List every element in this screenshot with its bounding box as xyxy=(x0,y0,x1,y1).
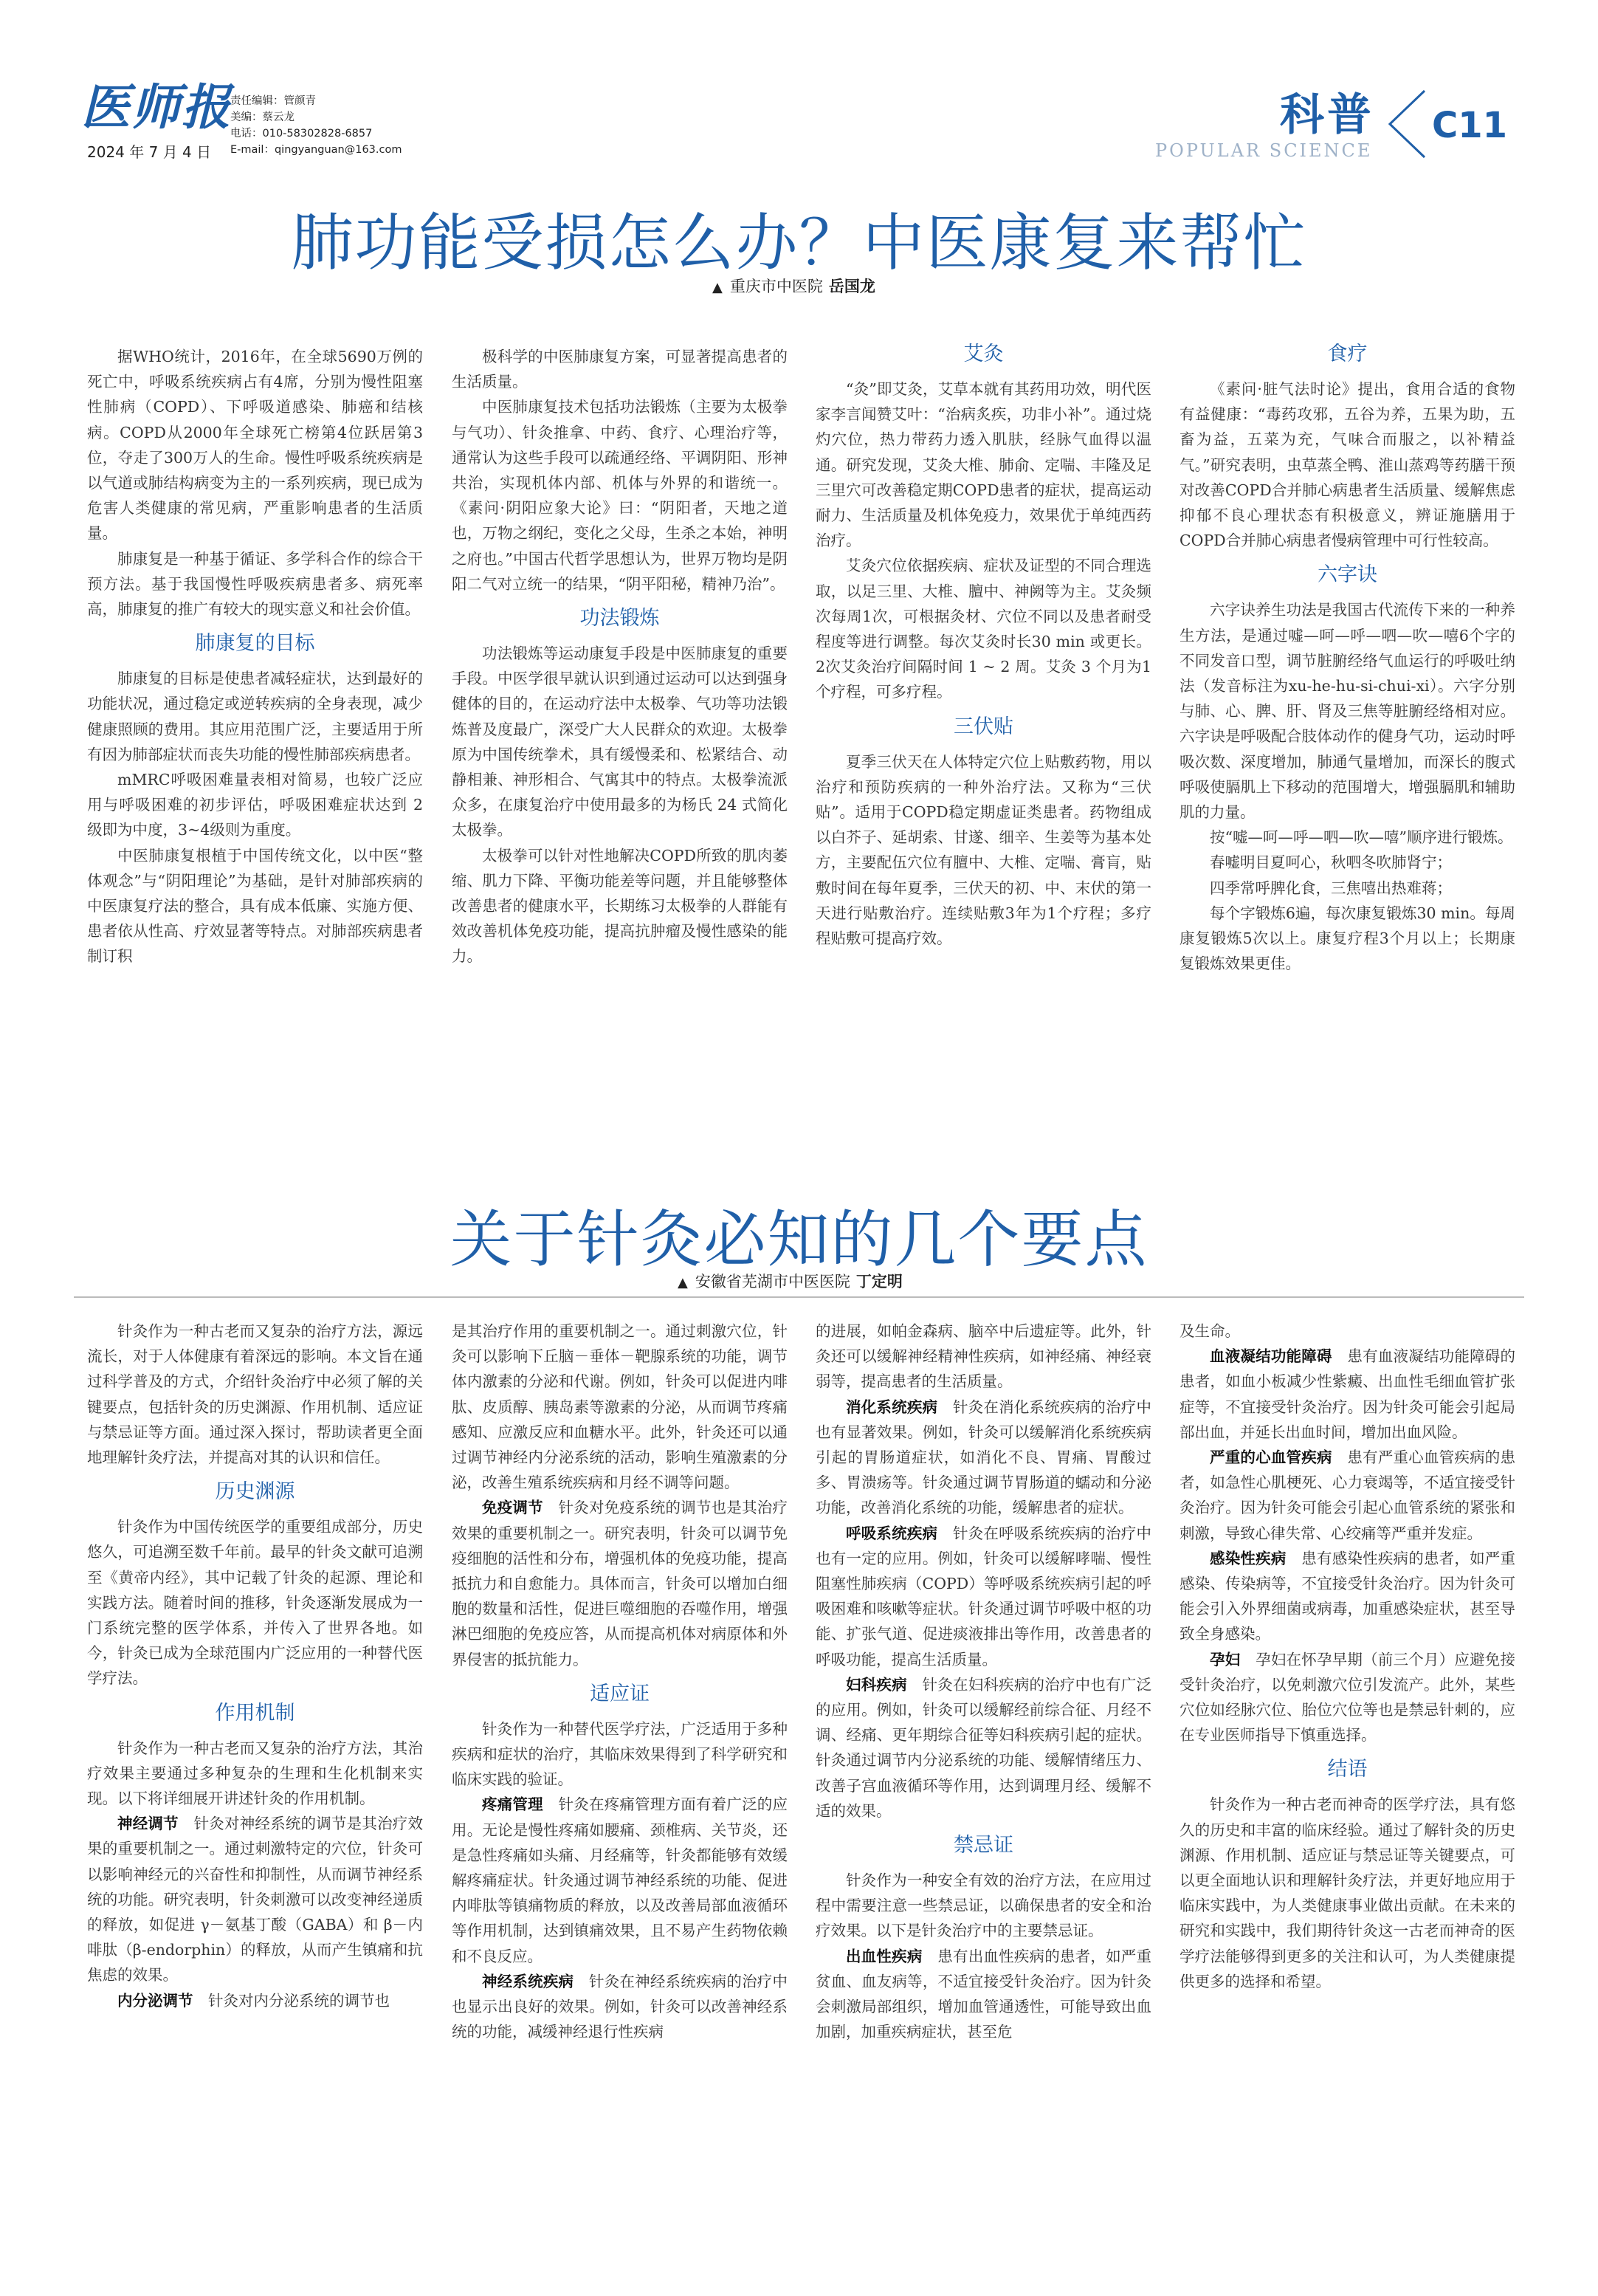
paragraph-text: 患有出血性疾病的患者，如严重贫血、血友病等，不适宜接受针灸治疗。因为针灸会刺激局部组织，增加血管通透性，可能导致出血加剧，加重疾病症状，甚至危 xyxy=(816,1947,1151,2041)
paragraph xyxy=(452,1495,788,1671)
paragraph: “灸”即艾灸，艾草本就有其药用功效，明代医家李言闻赞艾叶：“治病炙疾，功非小补”。通过烧灼穴位，热力带药力透入肌肤，经脉气血得以温通。研究发现，艾灸大椎、肺俞、定喘、丰隆及足三里穴可改善稳定期COPD患者的症状，提高运动耐力、生活质量及机体免疫力，效果优于单纯西药治疗。 xyxy=(816,380,1151,550)
credit-designer: 美编：蔡云龙 xyxy=(230,111,295,123)
paragraph: 针灸作为一种安全有效的治疗方法，在应用过程中需要注意一些禁忌证，以确保患者的安全和治疗效果。以下是针灸治疗中的主要禁忌证。 xyxy=(816,1871,1151,1940)
paragraph: 的进展，如帕金森病、脑卒中后遗症等。此外，针灸还可以缓解神经精神性疾病，如神经痛、神经衰弱等，提高患者的生活质量。 xyxy=(816,1322,1151,1391)
subheading: 功法锻炼 xyxy=(579,607,660,630)
subheading: 三伏贴 xyxy=(954,715,1013,738)
credit-email: E-mail：qingyanguan@163.com xyxy=(230,144,402,156)
paragraph: 针灸作为一种古老而神奇的医学疗法，具有悠久的历史和丰富的临床经验。通过了解针灸的历史渊源、作用机制、适应证与禁忌证等关键要点，可以更全面地认识和理解针灸疗法，并更好地应用于临床实践中，为人类健康事业做出贡献。在未来的研究和实践中，我们期待针灸这一古老而神奇的医学疗法能够得到更多的关注和认可，为人类健康提供更多的选择和希望。 xyxy=(1179,1795,1515,1990)
keyword: 孕妇 xyxy=(1210,1650,1241,1668)
paragraph: 四季常呼脾化食，三焦嘻出热难蒋； xyxy=(1210,879,1452,897)
article2-byline-author: 丁定明 xyxy=(855,1273,903,1290)
article2-byline xyxy=(678,1270,903,1292)
credit-phone: 电话：010-58302828-6857 xyxy=(230,128,373,140)
paragraph-text: 患有感染性疾病的患者，如严重感染、传染病等，不宜接受针灸治疗。因为针灸可能会引入外界细菌或病毒，加重感染症状，甚至导致全身感染。 xyxy=(1179,1549,1515,1643)
paragraph-text: 患有血液凝结功能障碍的患者，如血小板减少性紫癜、出血性毛细血管扩张症等，不宜接受针灸治疗。因为针灸可能会引起局部出血，并延长出血时间，增加出血风险。 xyxy=(1179,1347,1515,1441)
paragraph: 极科学的中医肺康复方案，可显著提高患者的生活质量。 xyxy=(452,348,788,391)
keyword: 感染性疾病 xyxy=(1210,1549,1287,1567)
article1-column-1 xyxy=(87,344,423,1230)
issue-date: 2024 年 7 月 4 日 xyxy=(87,143,212,161)
paragraph: 功法锻炼等运动康复手段是中医肺康复的重要手段。中医学很早就认识到通过运动可以达到强身健体的目的，在运动疗法中太极拳、气功等功法锻炼普及度最广，深受广大人民群众的欢迎。太极拳原为中国传统拳术，具有缓慢柔和、松紧结合、动静相兼、神形相合、气寓其中的特点。太极拳流派众多，在康复治疗中使用最多的为杨氏 24 式简化太极拳。 xyxy=(452,645,788,839)
article1-byline-org: 重庆市中医院 xyxy=(729,278,823,295)
triangle-icon: ▲ xyxy=(712,280,723,295)
article2-byline-org: 安徽省芜湖市中医医院 xyxy=(695,1273,850,1290)
paragraph-text: 针灸对内分泌系统的调节也 xyxy=(208,1991,390,2010)
newspaper-logo: 医师报 xyxy=(81,79,232,136)
paragraph: 按“嘘—呵—呼—呬—吹—嘻”顺序进行锻炼。 xyxy=(1210,828,1513,847)
paragraph xyxy=(87,1811,423,1987)
article2-column-4 xyxy=(1179,1319,1515,2278)
paragraph: 肺康复是一种基于循证、多学科合作的综合干预方法。基于我国慢性呼吸疾病患者多、病死率高，肺康复的推广有较大的现实意义和社会价值。 xyxy=(87,549,423,619)
keyword: 神经系统疾病 xyxy=(482,1972,574,1990)
paragraph: 针灸作为中国传统医学的重要组成部分，历史悠久，可追溯至数千年前。最早的针灸文献可追溯至《黄帝内经》，其中记载了针灸的起源、理论和实践方法。随着时间的推移，针灸逐渐发展成为一门系统完整的医学体系，并传入了世界各地。如今，针灸已成为全球范围内广泛应用的一种替代医学疗法。 xyxy=(87,1518,423,1688)
keyword: 疼痛管理 xyxy=(482,1795,543,1814)
paragraph: 六字诀养生功法是我国古代流传下来的一种养生方法，是通过嘘—呵—呼—呬—吹—嘻6个字的不同发音口型，调节脏腑经络气血运行的呼吸吐纳法（发音标注为xu-he-hu-si-chui-xi）。六字分别与肺、心、脾、肝、肾及三焦等脏腑经络相对应。六字诀是呼吸配合肢体动作的健身气功，运动时呼吸次数、深度增加，肺通气量增加，而深长的腹式呼吸使膈肌上下移动的范围增大，增强膈肌和辅助肌的力量。 xyxy=(1179,601,1515,822)
article2-column-3 xyxy=(816,1319,1151,2278)
editor-credits xyxy=(230,93,402,158)
page-number: C11 xyxy=(1432,105,1508,146)
keyword: 呼吸系统疾病 xyxy=(846,1524,938,1542)
paragraph: 及生命。 xyxy=(1179,1322,1240,1340)
paragraph: mMRC呼吸困难量表相对简易，也较广泛应用与呼吸困难的初步评估，呼吸困难症状达到 2 级即为中度，3~4级则为重度。 xyxy=(87,771,423,839)
keyword: 妇科疾病 xyxy=(846,1675,907,1694)
paragraph: 中医肺康复根植于中国传统文化，以中医“整体观念”与“阴阳理论”为基础，是针对肺部疾病的中医康复疗法的整合，具有成本低廉、实施方便、患者依从性高、疗效显著等特点。对肺部疾病患者制订积 xyxy=(87,846,423,966)
paragraph xyxy=(1179,1344,1515,1445)
paragraph xyxy=(452,1969,788,2045)
article2-divider xyxy=(74,1296,1524,1298)
section-name: 科普 xyxy=(1280,89,1374,141)
keyword: 内分泌调节 xyxy=(117,1991,193,2010)
paragraph: 艾灸穴位依据疾病、症状及证型的不同合理选取，以足三里、大椎、膻中、神阙等为主。艾灸频次每周1次，可根据灸材、穴位不同以及患者耐受程度等进行调整。每次艾灸时长30 min 或更长。2次艾灸治疗间隔时间 1 ~ 2 周。艾灸 3 个月为1个疗程，可多疗程。 xyxy=(816,557,1151,701)
paragraph xyxy=(816,1944,1151,2045)
paragraph-text: 针灸对免疫系统的调节也是其治疗效果的重要机制之一。研究表明，针灸可以调节免疫细胞的活性和分布，增强机体的免疫功能，提高抵抗力和自愈能力。具体而言，针灸可以增加白细胞的数量和活性，促进巨噬细胞的吞噬作用，增强淋巴细胞的免疫应答，从而提高机体对病原体和外界侵害的抵抗能力。 xyxy=(452,1499,788,1668)
paragraph: 据WHO统计，2016年，在全球5690万例的死亡中，呼吸系统疾病占有4席，分别为慢性阻塞性肺病（COPD）、下呼吸道感染、肺癌和结核病。COPD从2000年全球死亡榜第4位跃居第3位，夺走了300万人的生命。慢性呼吸系统疾病是以气道或肺结构病变为主的一系列疾病，现已成为危害人类健康的常见病，严重影响患者的生活质量。 xyxy=(87,348,423,543)
triangle-icon: ▲ xyxy=(678,1275,688,1290)
paragraph-text: 针灸在疼痛管理方面有着广泛的应用。无论是慢性疼痛如腰痛、颈椎病、关节炎，还是急性疼痛如头痛、月经痛等，针灸都能够有效缓解疼痛症状。针灸通过调节神经系统的功能、促进内啡肽等镇痛物质的释放，以及改善局部血液循环等作用机制，达到镇痛效果，且不易产生药物依赖和不良反应。 xyxy=(452,1795,788,1965)
credit-editor: 责任编辑：管颜青 xyxy=(230,95,316,107)
paragraph: 针灸作为一种古老而又复杂的治疗方法，其治疗效果主要通过多种复杂的生理和生化机制来实现。以下将详细展开讲述针灸的作用机制。 xyxy=(87,1739,423,1808)
article1-column-2 xyxy=(452,344,788,1230)
keyword: 血液凝结功能障碍 xyxy=(1210,1347,1332,1366)
paragraph-text: 针灸在消化系统疾病的治疗中也有显著效果。例如，针灸可以缓解消化系统疾病引起的胃肠道症状，如消化不良、胃痛、胃酸过多、胃溃疡等。针灸通过调节胃肠道的蠕动和分泌功能，改善消化系统的功能，缓解患者的症状。 xyxy=(816,1398,1151,1517)
paragraph: 是其治疗作用的重要机制之一。通过刺激穴位，针灸可以影响下丘脑－垂体－靶腺系统的功能，调节体内激素的分泌和代谢。例如，针灸可以促进内啡肽、皮质醇、胰岛素等激素的分泌，从而调节疼痛感知、应激反应和血糖水平。此外，针灸还可以通过调节神经内分泌系统的活动，影响生殖激素的分泌，改善生殖系统疾病和月经不调等问题。 xyxy=(452,1322,788,1492)
keyword: 严重的心血管疾病 xyxy=(1210,1448,1332,1467)
paragraph: 针灸作为一种古老而又复杂的治疗方法，源远流长，对于人体健康有着深远的影响。本文旨在通过科学普及的方式，介绍针灸治疗中必须了解的关键要点，包括针灸的历史渊源、作用机制、适应证与禁忌证等方面。通过深入探讨，帮助读者更全面地理解针灸疗法，并提高对其的认识和信任。 xyxy=(87,1322,423,1467)
paragraph xyxy=(87,1988,423,2013)
paragraph: 《素问·脏气法时论》提出，食用合适的食物有益健康：“毒药攻邪，五谷为养，五果为助，五畜为益，五菜为充，气味合而服之，以补精益气。”研究表明，虫草蒸全鸭、淮山蒸鸡等药膳干预对改善COPD合并肺心病患者生活质量、缓解焦虑抑郁不良心理状态有积极意义，辨证施膳用于COPD合并肺心病患者慢病管理中可行性较高。 xyxy=(1179,380,1515,550)
paragraph: 肺康复的目标是使患者减轻症状，达到最好的功能状况，通过稳定或逆转疾病的全身表现，减少健康照顾的费用。其应用范围广泛，主要适用于所有因为肺部症状而丧失功能的慢性肺部疾病患者。 xyxy=(87,670,423,763)
paragraph: 春嘘明目夏呵心，秋呬冬吹肺肾宁； xyxy=(1210,853,1452,872)
paragraph-text: 针灸对神经系统的调节是其治疗效果的重要机制之一。通过刺激特定的穴位，针灸可以影响神经元的兴奋性和抑制性，从而调节神经系统的功能。研究表明，针灸刺激可以改变神经递质的释放，如促进 γ－氨基丁酸（GABA）和 β－内啡肽（β-endorphin）的释放，从而产生镇痛和抗焦虑的效果。 xyxy=(87,1815,423,1984)
keyword: 出血性疾病 xyxy=(846,1947,923,1965)
subheading: 结语 xyxy=(1327,1758,1368,1781)
article1-column-4 xyxy=(1179,332,1515,1230)
article1-byline-author: 岳国龙 xyxy=(828,278,875,295)
paragraph-text: 针灸在妇科疾病的治疗中也有广泛的应用。例如，针灸可以缓解经前综合征、月经不调、经痛、更年期综合征等妇科疾病引起的症状。针灸通过调节内分泌系统的功能、缓解情绪压力、改善子宫血液循环等作用，达到调理月经、缓解不适的效果。 xyxy=(816,1675,1151,1820)
chevron-left-icon xyxy=(1384,87,1428,161)
subheading: 作用机制 xyxy=(215,1701,295,1725)
subheading: 肺康复的目标 xyxy=(195,632,315,656)
subheading: 艾灸 xyxy=(963,343,1004,365)
keyword: 免疫调节 xyxy=(482,1499,543,1517)
paragraph: 夏季三伏天在人体特定穴位上贴敷药物，用以治疗和预防疾病的一种外治疗法。又称为“三伏贴”。适用于COPD稳定期虚证类患者。药物组成以白芥子、延胡索、甘遂、细辛、生姜等为基本处方，主要配伍穴位有膻中、大椎、定喘、膏肓，贴敷时间在每年夏季，三伏天的初、中、末伏的第一天进行贴敷治疗。连续贴敷3年为1个疗程；多疗程贴敷可提高疗效。 xyxy=(816,752,1151,948)
article2-column-1 xyxy=(87,1319,423,2278)
subheading: 六字诀 xyxy=(1318,563,1377,587)
paragraph: 中医肺康复技术包括功法锻炼（主要为太极拳与气功）、针灸推拿、中药、食疗、心理治疗等，通常认为这些手段可以疏通经络、平调阴阳、形神共治，实现机体内部、机体与外界的和谐统一。《素问·阴阳应象大论》曰：“阴阳者，天地之道也，万物之纲纪，变化之父母，生杀之本始，神明之府也。”中国古代哲学思想认为，世界万物均是阴阳二气对立统一的结果，“阴平阳秘，精神乃治”。 xyxy=(452,398,788,593)
paragraph: 每个字锻炼6遍，每次康复锻炼30 min。每周康复锻炼5次以上。康复疗程3个月以上；长期康复锻炼效果更佳。 xyxy=(1179,904,1515,973)
keyword: 消化系统疾病 xyxy=(846,1398,938,1416)
paragraph-text: 患有严重心血管疾病的患者，如急性心肌梗死、心力衰竭等，不适宜接受针灸治疗。因为针灸可能会引起心血管系统的紧张和刺激，导致心律失常、心绞痛等严重并发症。 xyxy=(1179,1448,1515,1542)
keyword: 神经调节 xyxy=(117,1815,179,1833)
paragraph: 太极拳可以针对性地解决COPD所致的肌肉萎缩、肌力下降、平衡功能差等问题，并且能够整体改善患者的健康水平，长期练习太极拳的人群能有效改善机体免疫功能，提高抗肿瘤及慢性感染的能力。 xyxy=(452,846,788,966)
subheading: 食疗 xyxy=(1327,343,1368,365)
paragraph xyxy=(816,1672,1151,1824)
paragraph xyxy=(1179,1647,1515,1748)
paragraph xyxy=(1179,1445,1515,1546)
section-english: POPULAR SCIENCE xyxy=(1155,140,1373,161)
subheading: 适应证 xyxy=(590,1682,650,1705)
article1-title: 肺功能受损怎么办？中医康复来帮忙 xyxy=(291,207,1307,279)
paragraph-text: 针灸在神经系统疾病的治疗中也显示出良好的效果。例如，针灸可以改善神经系统的功能，减缓神经退行性疾病 xyxy=(452,1972,788,2041)
paragraph xyxy=(816,1395,1151,1521)
article2-column-2 xyxy=(452,1319,788,2278)
article1-column-3 xyxy=(816,332,1151,1230)
article1-byline xyxy=(712,275,875,297)
paragraph-text: 针灸在呼吸系统疾病的治疗中也有一定的应用。例如，针灸可以缓解哮喘、慢性阻塞性肺疾病（COPD）等呼吸系统疾病引起的呼吸困难和咳嗽等症状。针灸通过调节呼吸中枢的功能、扩张气道、促进痰液排出等作用，改善患者的呼吸功能，提高生活质量。 xyxy=(816,1524,1151,1668)
paragraph-text: 孕妇在怀孕早期（前三个月）应避免接受针灸治疗，以免刺激穴位引发流产。此外，某些穴位如经脉穴位、胎位穴位等也是禁忌针刺的，应在专业医师指导下慎重选择。 xyxy=(1179,1650,1515,1745)
paragraph xyxy=(1179,1546,1515,1647)
paragraph: 针灸作为一种替代医学疗法，广泛适用于多种疾病和症状的治疗，其临床效果得到了科学研究和临床实践的验证。 xyxy=(452,1719,788,1789)
paragraph xyxy=(452,1792,788,1968)
subheading: 禁忌证 xyxy=(954,1834,1013,1857)
paragraph xyxy=(816,1521,1151,1672)
article2-title: 关于针灸必知的几个要点 xyxy=(450,1203,1148,1276)
subheading: 历史渊源 xyxy=(215,1480,295,1504)
